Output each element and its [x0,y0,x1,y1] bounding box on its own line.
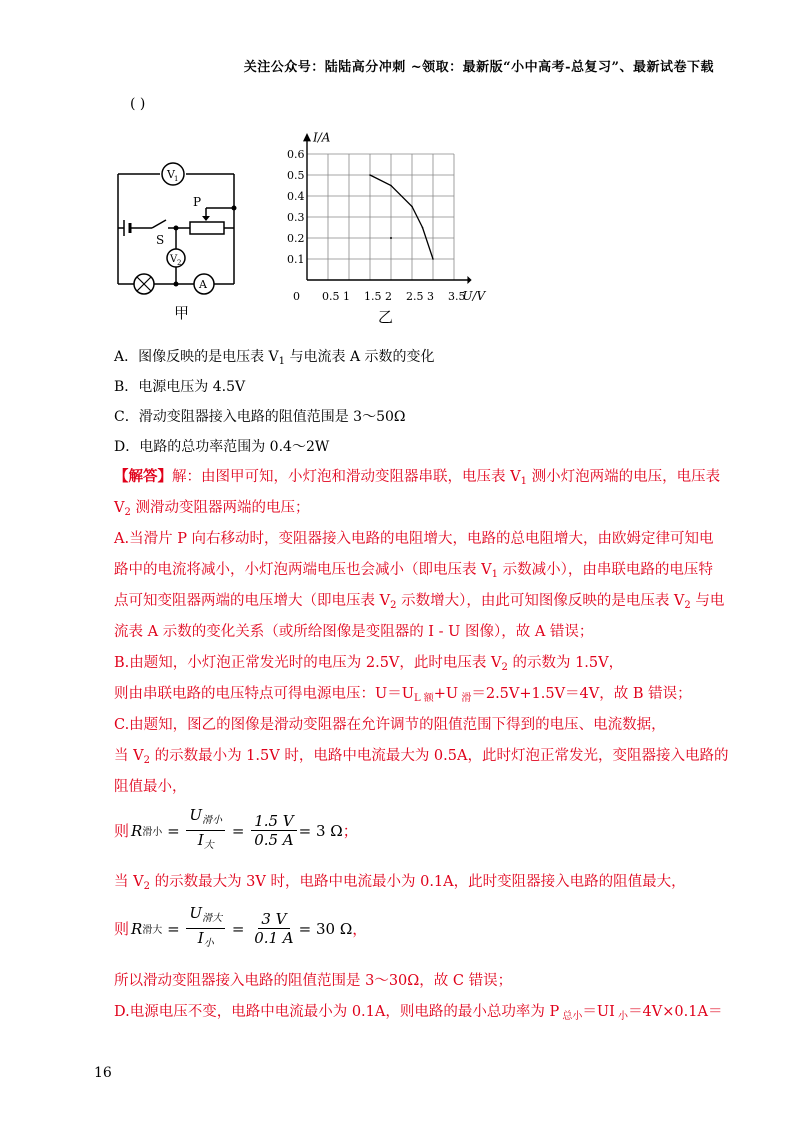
data-point [432,258,434,260]
formula-max-resistance: 则 R 滑大 = $\frac{U_{滑大}}{I_小}$ = $\frac{3 V}{0.1 A}$ = 30 Ω ， [114,904,368,949]
x-tick-label: 2.5 [406,290,424,303]
ammeter-label: A [199,278,207,291]
graph-caption: 乙 [378,308,394,326]
page-number: 16 [94,1065,112,1081]
data-point [411,206,413,208]
y-tick-label: 0.5 [287,169,305,182]
slider-label: P [193,195,202,209]
x-axis-arrow [467,276,471,284]
solution-c-1: C.由题知，图乙的图像是滑动变阻器在允许调节的阻值范围下得到的电压、电流数据， [114,717,666,733]
y-axis-arrow [303,133,311,141]
answer-parentheses: ( ) [130,96,146,112]
x-tick-label: 2 [385,290,392,303]
x-axis-label: U/V [462,289,486,303]
grid-dot [390,237,392,239]
x-tick-label: 1.5 [364,290,382,303]
solution-c-2: 当 $V_2$ 的示数最小为 1.5V 时，电路中电流最大为 0.5A，此时灯泡正常发光，变阻器接入电路的 [114,748,729,766]
option-d: D．电路的总功率范围为 0.4～2W [114,439,330,455]
solution-d-1: D.电源电压不变，电路中电流最小为 0.1A，则电路的最小总功率为 P $_{总小}$＝UI $_小$＝4V×0.1A＝ [114,1004,723,1022]
v1-label: V [167,168,175,181]
data-point [369,174,371,176]
v2-sub: 2 [177,259,182,267]
v2-label: V [170,254,178,265]
circuit-caption: 甲 [174,304,190,322]
data-point [422,227,424,229]
y-tick-label: 0.4 [287,190,305,203]
solution-b-2: 则由串联电路的电压特点可得电源电压：$U=U_{L 额}+U$ $_滑$＝2.5V+1.5V＝4V，故 B 错误； [114,686,692,704]
option-b: B．电源电压为 4.5V [114,379,246,395]
solution-c-4: 当 $V_2$ 的示数最大为 3V 时，电路中电流最小为 0.1A，此时变阻器接入电路的阻值最大， [114,874,686,892]
data-point [390,185,392,187]
x-tick-label: 1 [343,290,350,303]
y-tick-label: 0.3 [287,211,305,224]
x-tick-label: 3.5 [448,290,466,303]
formula-min-resistance: 则 R 滑小 = $\frac{U_{滑小}}{I_大}$ = $\frac{1.5 V}{0.5 A}$ = 3 Ω ； [114,806,358,851]
solution-b-1: B.由题知，小灯泡正常发光时的电压为 2.5V，此时电压表 $V_2$ 的示数为 1.5V， [114,655,624,673]
origin-label: 0 [293,290,300,303]
solution-a-2: 路中的电流将减小，小灯泡两端电压也会减小（即电压表 $V_1$ 示数减小），由串联电路的电压特 [114,562,713,580]
x-tick-label: 0.5 [322,290,340,303]
y-tick-label: 0.6 [287,148,305,161]
solution-line-2: $V_2$ 测滑动变阻器两端的电压； [114,500,310,518]
y-tick-label: 0.1 [287,253,305,266]
x-tick-label: 3 [427,290,434,303]
solution-a-3: 点可知变阻器两端的电压增大（即电压表 $V_2$ 示数增大），由此可知图像反映的是电压表 $V_2$ 与电 [114,593,725,611]
option-a: A．图像反映的是电压表 $V_1$ 与电流表 A 示数的变化 [114,349,435,367]
y-axis-label: I/A [313,130,331,145]
solution-c-3: 阻值最小， [114,779,187,795]
y-tick-label: 0.2 [287,232,305,245]
solution-a-1: A.当滑片 P 向右移动时，变阻器接入电路的电阻增大，电路的总电阻增大，由欧姆定律可知电 [114,531,714,547]
iu-graph [285,120,515,305]
solution-c-5: 所以滑动变阻器接入电路的阻值范围是 3～30Ω，故 C 错误； [114,973,513,989]
page-header: 关注公众号：陆陆高分冲刺 ~领取：最新版“小中高考-总复习”、最新试卷下载 [243,60,714,75]
circuit-diagram [110,160,250,300]
solution-a-4: 流表 A 示数的变化关系（或所给图像是变阻器的 I - U 图像），故 A 错误； [114,624,594,640]
switch-label: S [156,233,165,247]
v1-sub: 1 [174,175,179,183]
solution-line-1: 【解答】解：由图甲可知，小灯泡和滑动变阻器串联，电压表 $V_1$ 测小灯泡两端的电压，电压表 [114,468,721,487]
option-c: C．滑动变阻器接入电路的阻值范围是 3～50Ω [114,409,406,425]
